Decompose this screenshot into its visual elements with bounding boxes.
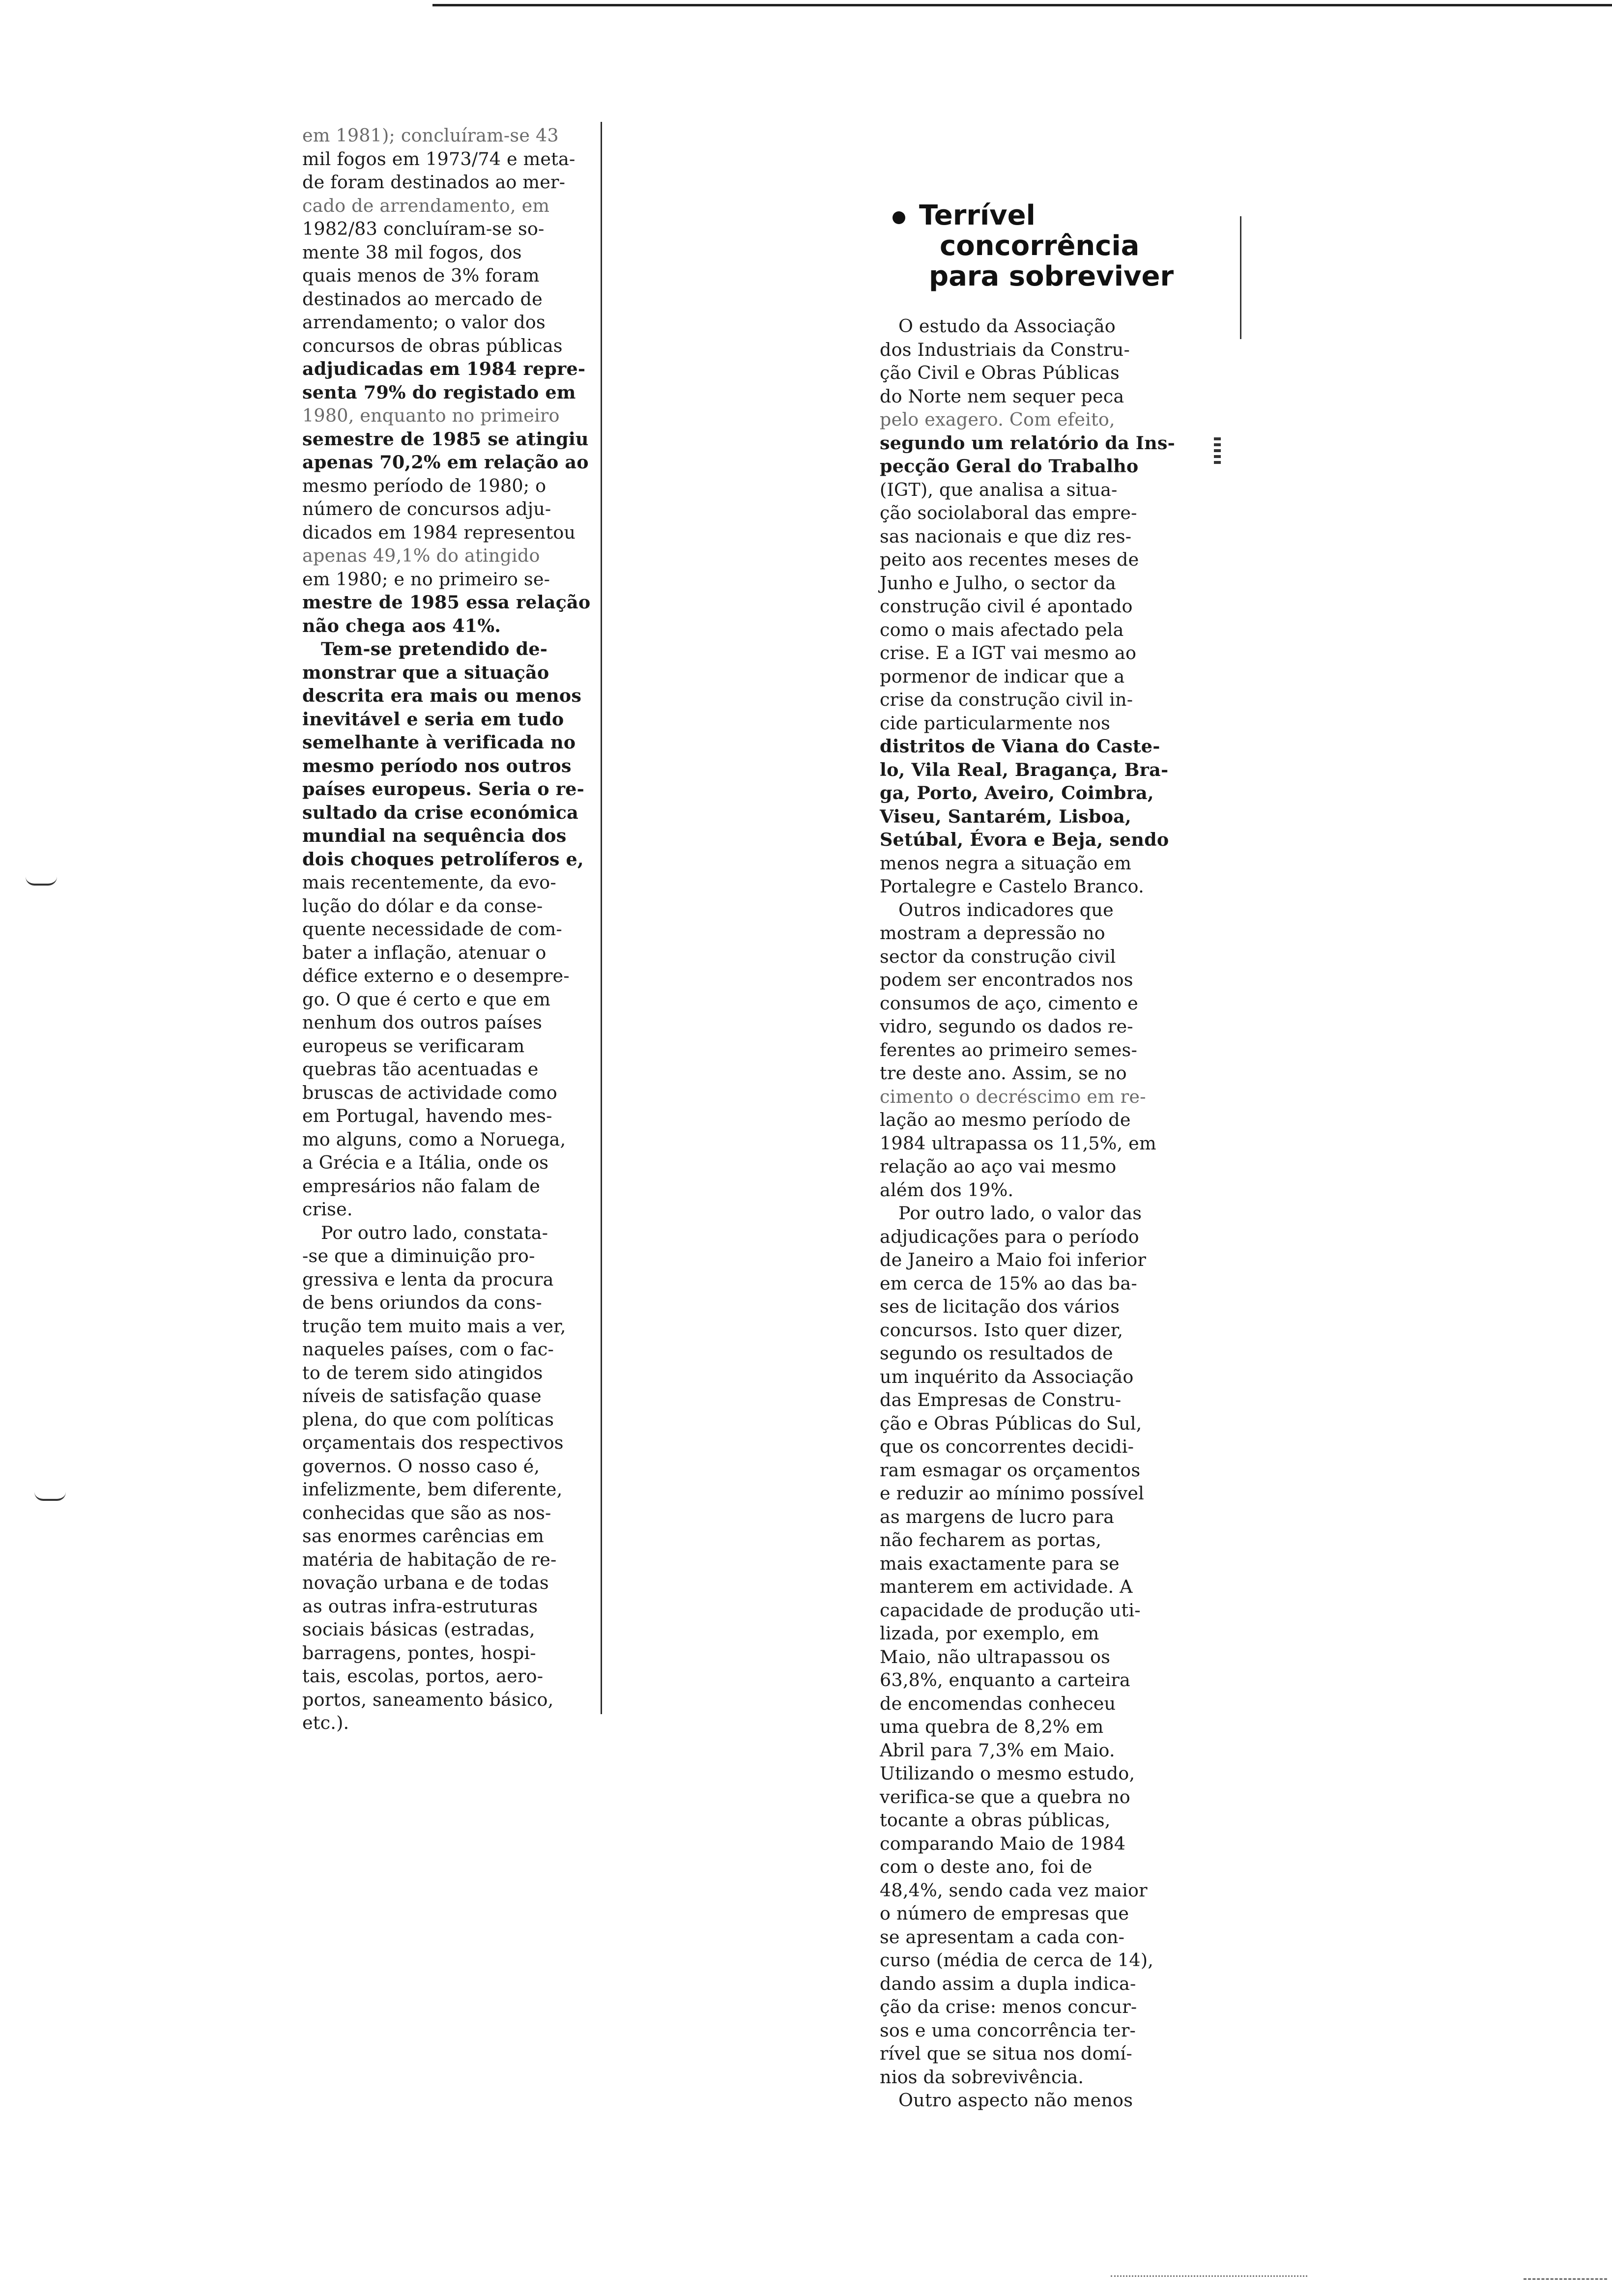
text-line: segundo os resultados de [880, 1343, 1113, 1364]
text-line: de foram destinados ao mer- [302, 172, 566, 193]
heading-line-2: concorrência [940, 230, 1140, 262]
text-line: das Empresas de Constru- [880, 1389, 1122, 1410]
text-line: que os concorrentes decidi- [880, 1436, 1134, 1457]
text-line: podem ser encontrados nos [880, 969, 1133, 990]
text-line: dois choques petrolíferos e, [302, 848, 584, 870]
text-line: distritos de Viana do Caste- [880, 736, 1160, 757]
text-line: mundial na sequência dos [302, 825, 567, 846]
text-line: governos. O nosso caso é, [302, 1455, 540, 1477]
text-line: Por outro lado, o valor das [898, 1203, 1142, 1224]
text-line: rível que se situa nos domí- [880, 2043, 1132, 2064]
text-line: lação ao mesmo período de [880, 1109, 1131, 1130]
text-line: monstrar que a situação [302, 661, 549, 683]
heading-line-3: para sobreviver [929, 260, 1174, 292]
text-line: descrita era mais ou menos [302, 685, 582, 706]
text-line: adjudicadas em 1984 repre- [302, 358, 586, 379]
text-line: défice externo e o desempre- [302, 965, 570, 986]
text-line: as outras infra-estruturas [302, 1595, 538, 1617]
text-line: 48,4%, sendo cada vez maior [880, 1879, 1148, 1901]
text-line: mesmo período nos outros [302, 755, 572, 776]
text-line: dando assim a dupla indica- [880, 1973, 1136, 1994]
text-line: manterem em actividade. A [880, 1576, 1133, 1597]
text-line: Junho e Julho, o sector da [880, 572, 1116, 594]
text-line: portos, saneamento básico, [302, 1689, 554, 1710]
text-line: e reduzir ao mínimo possível [880, 1483, 1145, 1504]
text-line: barragens, pontes, hospi- [302, 1642, 536, 1664]
text-line: go. O que é certo e que em [302, 988, 551, 1010]
text-line: 63,8%, enquanto a carteira [880, 1669, 1131, 1691]
text-line: crise. E a IGT vai mesmo ao [880, 642, 1137, 663]
text-line: em cerca de 15% ao das ba- [880, 1272, 1137, 1294]
text-line: Setúbal, Évora e Beja, sendo [880, 829, 1169, 850]
text-line: bater a inflação, atenuar o [302, 942, 547, 963]
text-line: (IGT), que analisa a situa- [880, 479, 1118, 500]
text-line: senta 79% do registado em [302, 381, 576, 403]
text-line: empresários não falam de [302, 1175, 541, 1197]
top-rule [432, 4, 1612, 6]
text-line: de Janeiro a Maio foi inferior [880, 1249, 1147, 1270]
text-line: Portalegre e Castelo Branco. [880, 876, 1144, 897]
text-line: lo, Vila Real, Bragança, Bra- [880, 759, 1169, 780]
scan-smudge [1111, 2275, 1307, 2280]
text-line: a Grécia e a Itália, onde os [302, 1152, 549, 1173]
right-column [880, 315, 1204, 2112]
text-line: número de concursos adju- [302, 498, 551, 519]
text-line: capacidade de produção uti- [880, 1599, 1141, 1621]
text-line: em 1981); concluíram-se 43 [302, 125, 559, 146]
text-line: plena, do que com políticas [302, 1408, 554, 1430]
text-line: sas enormes carências em [302, 1525, 544, 1547]
text-line: em 1980; e no primeiro se- [302, 568, 550, 590]
text-line: matéria de habitação de re- [302, 1549, 557, 1570]
text-line: etc.). [302, 1712, 349, 1733]
text-line: cimento o decréscimo em re- [880, 1086, 1146, 1107]
text-line: bruscas de actividade como [302, 1082, 557, 1103]
text-line: sector da construção civil [880, 946, 1116, 967]
text-line: concursos de obras públicas [302, 335, 563, 356]
scan-mark [34, 1492, 66, 1501]
text-line: comparando Maio de 1984 [880, 1833, 1126, 1854]
text-line: ram esmagar os orçamentos [880, 1459, 1141, 1481]
text-line: ção e Obras Públicas do Sul, [880, 1412, 1142, 1434]
text-line: quente necessidade de com- [302, 918, 562, 940]
text-line: inevitável e seria em tudo [302, 708, 564, 730]
text-line: crise da construção civil in- [880, 689, 1133, 710]
text-line: -se que a diminuição pro- [302, 1245, 535, 1266]
text-line: ção sociolaboral das empre- [880, 502, 1137, 523]
column-rule [601, 122, 602, 1714]
text-line: cide particularmente nos [880, 712, 1111, 734]
text-line: dos Industriais da Constru- [880, 339, 1130, 360]
text-line: nenhum dos outros países [302, 1012, 543, 1033]
text-line: verifica-se que a quebra no [880, 1786, 1130, 1808]
text-line: mestre de 1985 essa relação [302, 592, 591, 613]
text-line: sos e uma concorrência ter- [880, 2019, 1136, 2041]
text-line: quebras tão acentuadas e [302, 1059, 539, 1080]
text-line: vidro, segundo os dados re- [880, 1016, 1133, 1037]
text-line: pormenor de indicar que a [880, 665, 1125, 687]
text-line: mesmo período de 1980; o [302, 475, 547, 496]
text-line: nios da sobrevivência. [880, 2066, 1084, 2088]
text-line: Outros indicadores que [898, 899, 1114, 920]
text-line: naqueles países, com o fac- [302, 1339, 554, 1360]
text-line: lizada, por exemplo, em [880, 1623, 1099, 1644]
scan-smudge [1524, 2278, 1607, 2283]
text-line: relação ao aço vai mesmo [880, 1156, 1117, 1177]
text-line: além dos 19%. [880, 1179, 1014, 1201]
text-line: uma quebra de 8,2% em [880, 1716, 1104, 1737]
text-line: mais recentemente, da evo- [302, 872, 556, 893]
text-line: sociais básicas (estradas, [302, 1619, 535, 1640]
text-line: concursos. Isto quer dizer, [880, 1319, 1123, 1341]
text-line: um inquérito da Associação [880, 1366, 1134, 1387]
text-line: Por outro lado, constata- [321, 1222, 548, 1243]
text-line: tocante a obras públicas, [880, 1809, 1111, 1831]
text-line: tre deste ano. Assim, se no [880, 1062, 1127, 1084]
text-line: mais exactamente para se [880, 1552, 1120, 1574]
text-line: 1980, enquanto no primeiro [302, 405, 560, 426]
section-heading [915, 201, 1174, 292]
text-line: O estudo da Associação [898, 316, 1116, 337]
text-line: mente 38 mil fogos, dos [302, 241, 522, 263]
text-line: Maio, não ultrapassou os [880, 1646, 1111, 1667]
text-line: Viseu, Santarém, Lisboa, [880, 805, 1131, 827]
text-line: com o deste ano, foi de [880, 1856, 1093, 1877]
text-line: ção Civil e Obras Públicas [880, 362, 1120, 383]
text-line: se apresentam a cada con- [880, 1926, 1125, 1948]
text-line: Outro aspecto não menos [898, 2090, 1133, 2111]
text-line: as margens de lucro para [880, 1506, 1115, 1527]
text-line: sas nacionais e que diz res- [880, 525, 1132, 547]
text-line: do Norte nem sequer peca [880, 385, 1124, 407]
text-line: não chega aos 41%. [302, 615, 501, 636]
text-line: curso (média de cerca de 14), [880, 1950, 1154, 1971]
text-line: países europeus. Seria o re- [302, 778, 584, 800]
text-line: crise. [302, 1199, 353, 1220]
text-line: novação urbana e de todas [302, 1572, 549, 1593]
text-line: apenas 70,2% em relação ao [302, 452, 589, 473]
text-line: consumos de aço, cimento e [880, 992, 1138, 1014]
text-line: sultado da crise económica [302, 802, 578, 823]
text-line: de bens oriundos da cons- [302, 1292, 542, 1313]
text-line: Utilizando o mesmo estudo, [880, 1763, 1135, 1784]
text-line: to de terem sido atingidos [302, 1362, 543, 1383]
text-line: tais, escolas, portos, aero- [302, 1665, 544, 1687]
text-line: menos negra a situação em [880, 852, 1132, 874]
text-line: dicados em 1984 representou [302, 521, 576, 543]
text-line: peito aos recentes meses de [880, 549, 1139, 570]
text-line: ção da crise: menos concur- [880, 1996, 1137, 2017]
text-line: destinados ao mercado de [302, 288, 543, 310]
text-line: mil fogos em 1973/74 e meta- [302, 148, 576, 170]
text-line: quais menos de 3% foram [302, 265, 540, 286]
text-line: o número de empresas que [880, 1903, 1129, 1924]
text-line: Tem-se pretendido de- [321, 638, 548, 660]
text-line: como o mais afectado pela [880, 619, 1124, 640]
text-line: mo alguns, como a Noruega, [302, 1128, 566, 1150]
scan-smudge [1214, 437, 1221, 467]
text-line: não fecharem as portas, [880, 1529, 1102, 1550]
text-line: 1984 ultrapassa os 11,5%, em [880, 1132, 1156, 1154]
text-line: de encomendas conheceu [880, 1693, 1116, 1714]
bullet-icon [892, 211, 905, 224]
margin-rule [1240, 216, 1241, 339]
text-line: segundo um relatório da Ins- [880, 432, 1175, 454]
text-line: semestre de 1985 se atingiu [302, 428, 589, 450]
text-line: Abril para 7,3% em Maio. [880, 1739, 1115, 1761]
text-line: infelizmente, bem diferente, [302, 1479, 563, 1500]
text-line: pelo exagero. Com efeito, [880, 409, 1115, 430]
text-line: arrendamento; o valor dos [302, 312, 546, 333]
text-line: apenas 49,1% do atingido [302, 545, 540, 566]
text-line: em Portugal, havendo mes- [302, 1105, 552, 1126]
scan-mark [26, 877, 57, 886]
text-line: orçamentais dos respectivos [302, 1432, 564, 1453]
text-line: adjudicações para o período [880, 1226, 1139, 1247]
text-line: semelhante à verificada no [302, 732, 576, 753]
text-line: níveis de satisfação quase [302, 1385, 542, 1406]
text-line: 1982/83 concluíram-se so- [302, 218, 545, 239]
text-line: ga, Porto, Aveiro, Coimbra, [880, 782, 1154, 804]
left-column [302, 124, 602, 1735]
text-line: cado de arrendamento, em [302, 195, 550, 216]
text-line: europeus se verificaram [302, 1035, 525, 1057]
text-line: gressiva e lenta da procura [302, 1268, 554, 1290]
text-line: ses de licitação dos vários [880, 1296, 1120, 1317]
text-line: construção civil é apontado [880, 596, 1133, 617]
text-line: ferentes ao primeiro semes- [880, 1039, 1138, 1061]
text-line: lução do dólar e da conse- [302, 895, 543, 917]
heading-line-1: Terrível [919, 200, 1036, 231]
text-line: pecção Geral do Trabalho [880, 456, 1139, 477]
text-line: trução tem muito mais a ver, [302, 1315, 566, 1337]
text-line: mostram a depressão no [880, 922, 1105, 944]
text-line: conhecidas que são as nos- [302, 1502, 551, 1523]
